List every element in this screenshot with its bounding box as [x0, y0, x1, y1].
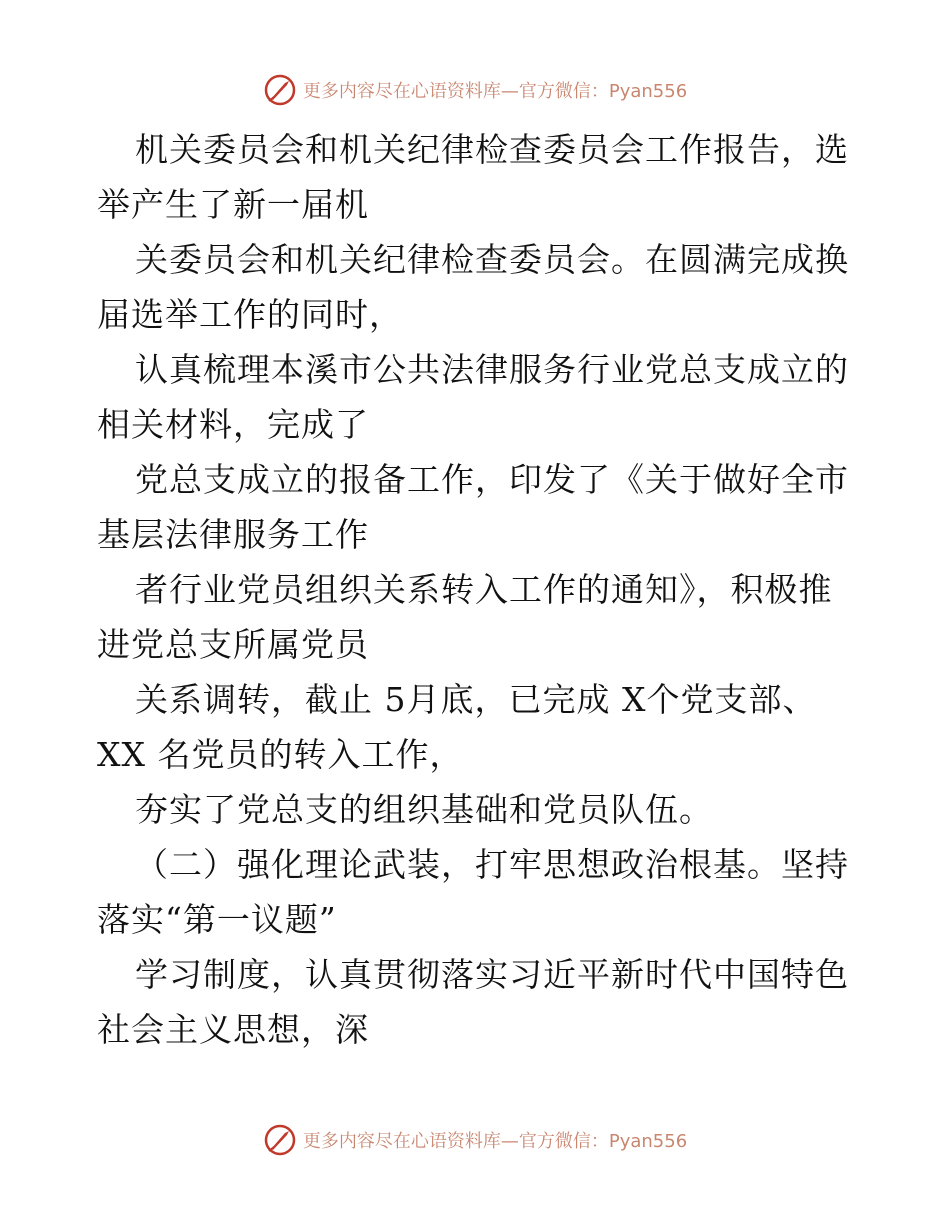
text-line: 关委员会和机关纪律检查委员会。在圆满完成换 [135, 240, 849, 279]
quill-logo-icon [263, 73, 297, 107]
text-line: 进党总支所属党员 [97, 625, 369, 664]
footer-banner-text: 更多内容尽在心语资料库—官方微信：Pyan556 [302, 1131, 688, 1152]
footer-banner [0, 1120, 950, 1160]
text-line: 社会主义思想，深 [97, 1010, 369, 1049]
header-banner [0, 70, 950, 110]
text-line: 举产生了新一届机 [97, 185, 369, 224]
text-line: 学习制度，认真贯彻落实习近平新时代中国特色 [135, 955, 849, 994]
header-banner-text: 更多内容尽在心语资料库—官方微信：Pyan556 [302, 81, 688, 102]
text-line: 相关材料，完成了 [97, 405, 369, 444]
text-line: 届选举工作的同时， [97, 295, 403, 334]
text-line: 党总支成立的报备工作，印发了《关于做好全市 [135, 460, 849, 499]
text-line: 者行业党员组织关系转入工作的通知》，积极推 [135, 570, 833, 609]
text-line: 机关委员会和机关纪律检查委员会工作报告，选 [135, 130, 849, 169]
text-line: 基层法律服务工作 [97, 515, 369, 554]
text-line: 夯实了党总支的组织基础和党员队伍。 [135, 790, 713, 829]
text-line: 认真梳理本溪市公共法律服务行业党总支成立的 [135, 350, 849, 389]
text-line: （二）强化理论武装，打牢思想政治根基。坚持 [135, 845, 849, 884]
text-line: 落实“第一议题” [97, 900, 337, 939]
text-line: XX 名党员的转入工作， [97, 735, 464, 774]
text-line: 关系调转，截止 5月底，已完成 X个党支部、 [135, 680, 817, 719]
document-body [97, 122, 857, 1057]
quill-logo-icon [263, 1123, 297, 1157]
